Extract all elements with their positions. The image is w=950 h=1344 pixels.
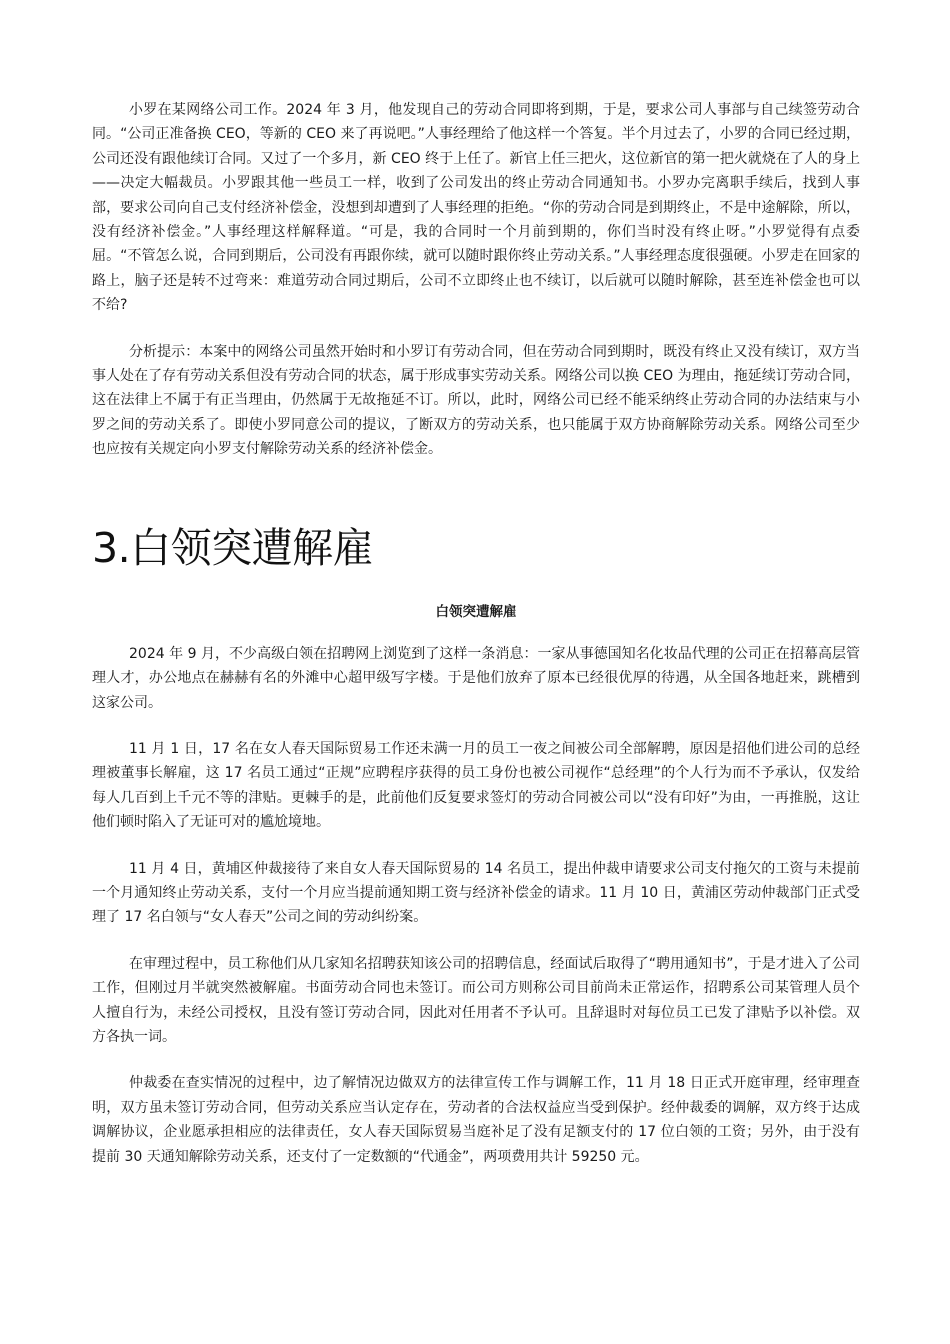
case-story-paragraph: 小罗在某网络公司工作。2024 年 3 月，他发现自己的劳动合同即将到期，于是，要求公司人事部与自己续签劳动合同。“公司正准备换 CEO，等新的 CEO 来了再说吧。”人事经理给了他这样一个答复。半个月过去了，小罗的合同已经过期，公司还没有跟他续订合同。又过了一个多月，新 CEO 终于上任了。新官上任三把火，这位新官的第一把火就烧在了人的身上——决定大幅裁员。小罗跟其他一些员工一样，收到了公司发出的终止劳动合同通知书。小罗办完离职手续后，找到人事部，要求公司向自己支付经济补偿金，没想到却遭到了人事经理的拒绝。“你的劳动合同是到期终止，不是中途解除，所以，没有经济补偿金。”人事经理这样解释道。“可是，我的合同时一个月前到期的，你们当时没有终止呀。”小罗觉得有点委屈。“不管怎么说，合同到期后，公司没有再跟你续，就可以随时跟你终止劳动关系。”人事经理态度很强硬。小罗走在回家的路上，脑子还是转不过弯来：难道劳动合同过期后，公司不立即终止也不续订，以后就可以随时解除，甚至连补偿金也可以不给? bbox=[92, 102, 860, 314]
article-paragraph: 11 月 4 日，黄埔区仲裁接待了来自女人春天国际贸易的 14 名员工，提出仲裁申请要求公司支付拖欠的工资与未提前一个月通知终止劳动关系，支付一个月应当提前通知期工资与经济补偿金的请求。11 月 10 日，黄浦区劳动仲裁部门正式受理了 17 名白领与“女人春天”公司之间的劳动纠纷案。 bbox=[92, 860, 860, 926]
article-paragraph: 在审理过程中，员工称他们从几家知名招聘获知该公司的招聘信息，经面试后取得了“聘用通知书”，于是才进入了公司工作，但刚过月半就突然被解雇。书面劳动合同也未签订。而公司方则称公司目前尚未正常运作，招聘系公司某管理人员个人擅自行为，未经公司授权，且没有签订劳动合同，因此对任用者不予认可。且辞退时对每位员工已发了津贴予以补偿。双方各执一词。 bbox=[92, 955, 860, 1045]
article-subtitle: 白领突遭解雇 bbox=[435, 603, 517, 620]
document-page bbox=[92, 98, 860, 1169]
article-paragraph: 仲裁委在查实情况的过程中，边了解情况边做双方的法律宣传工作与调解工作，11 月 18 日正式开庭审理，经审理查明，双方虽未签订劳动合同，但劳动关系应当认定存在，劳动者的合法权益应当受到保护。经仲裁委的调解，双方终于达成调解协议，企业愿承担相应的法律责任，女人春天国际贸易当庭补足了没有足额支付的 17 位白领的工资；另外，由于没有提前 30 天通知解除劳动关系，还支付了一定数额的“代通金”，两项费用共计 59250 元。 bbox=[92, 1075, 860, 1165]
paragraph-gap bbox=[92, 318, 860, 340]
section-gap bbox=[92, 462, 860, 524]
paragraph-gap bbox=[92, 715, 860, 737]
article-paragraph: 11 月 1 日，17 名在女人春天国际贸易工作还未满一月的员工一夜之间被公司全部解聘，原因是招他们进公司的总经理被董事长解雇，这 17 名员工通过“正规”应聘程序获得的员工身份也被公司视作“总经理”的个人行为而不予承认，仅发给每人几百到上千元不等的津贴。更棘手的是，此前他们反复要求签灯的劳动合同被公司以“没有印好”为由，一再推脱，这让他们顿时陷入了无证可对的尴尬境地。 bbox=[92, 740, 860, 831]
heading-gap bbox=[92, 572, 860, 602]
paragraph-gap bbox=[92, 1049, 860, 1071]
subtitle-gap bbox=[92, 622, 860, 642]
section-heading: 3.白领突遭解雇 bbox=[92, 523, 374, 572]
paragraph-gap bbox=[92, 930, 860, 952]
article-paragraph: 2024 年 9 月，不少高级白领在招聘网上浏览到了这样一条消息：一家从事德国知名化妆品代理的公司正在招幕高层管理人才，办公地点在赫赫有名的外滩中心超甲级写字楼。于是他们放弃了原本已经很优厚的待遇，从全国各地赶来，跳槽到这家公司。 bbox=[92, 645, 860, 711]
analysis-paragraph: 分析提示：本案中的网络公司虽然开始时和小罗订有劳动合同，但在劳动合同到期时，既没有终止又没有续订，双方当事人处在了存有劳动关系但没有劳动合同的状态，属于形成事实劳动关系。网络公司以换 CEO 为理由，拖延续订劳动合同，这在法律上不属于有正当理由，仍然属于无故拖延不订。所以，此时，网络公司已经不能采纳终止劳动合同的办法结束与小罗之间的劳动关系了。即使小罗同意公司的提议，了断双方的劳动关系，也只能属于双方协商解除劳动关系。网络公司至少也应按有关规定向小罗支付解除劳动关系的经济补偿金。 bbox=[92, 343, 860, 458]
paragraph-gap bbox=[92, 835, 860, 857]
